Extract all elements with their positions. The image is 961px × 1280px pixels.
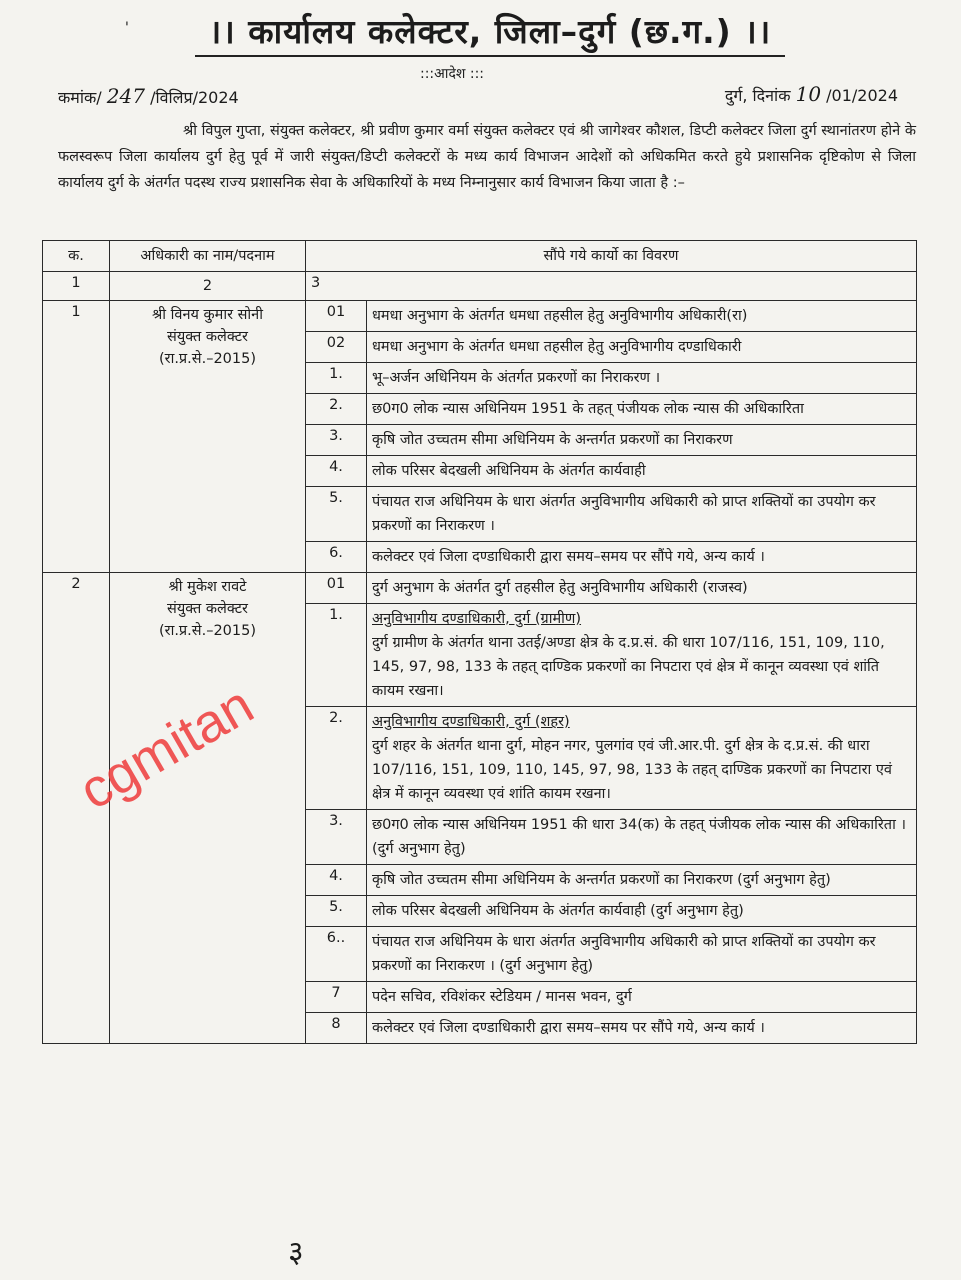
- item-number: 6.: [306, 542, 367, 573]
- table-body: [43, 301, 917, 1044]
- item-text: कृषि जोत उच्चतम सीमा अधिनियम के अन्तर्गत प्रकरणों का निराकरण: [372, 432, 733, 448]
- item-description: [367, 810, 917, 865]
- officer-cell: [110, 301, 306, 573]
- item-description: [367, 896, 917, 927]
- watermark: cgmitan: [69, 674, 264, 822]
- item-text: दुर्ग ग्रामीण के अंतर्गत थाना उतई/अण्डा क्षेत्र के द.प्र.सं. की धारा 107/116, 151, 109, 110, 145, 97, 98, 133 के तहत् दाण्डिक प्रकरणों का निपटारा एवं क्षेत्र में कानून व्यवस्था एवं शांति कायम रखना।: [372, 635, 885, 699]
- column-number-row: [43, 272, 917, 301]
- item-text: पदेन सचिव, रविशंकर स्टेडियम / मानस भवन, दुर्ग: [372, 989, 632, 1005]
- item-text: धमधा अनुभाग के अंतर्गत धमधा तहसील हेतु अनुविभागीय दण्डाधिकारी: [372, 339, 742, 355]
- item-text: पंचायत राज अधिनियम के धारा अंतर्गत अनुविभागीय अधिकारी को प्राप्त शक्तियों का उपयोग कर प्रकरणों का निराकरण । (दुर्ग अनुभाग हेतु): [372, 934, 876, 974]
- item-number: 2.: [306, 394, 367, 425]
- item-description: [367, 425, 917, 456]
- item-description: [367, 542, 917, 573]
- page-mark: ३: [288, 1235, 304, 1270]
- item-number: 3.: [306, 425, 367, 456]
- item-text: छ0ग0 लोक न्यास अधिनियम 1951 के तहत् पंजीयक लोक न्यास की अधिकारिता: [372, 401, 804, 417]
- item-number: 2.: [306, 707, 367, 810]
- item-text: धमधा अनुभाग के अंतर्गत धमधा तहसील हेतु अनुविभागीय अधिकारी(रा): [372, 308, 748, 324]
- header-serial: क.: [43, 241, 110, 272]
- officer-serial: 2: [43, 573, 110, 1044]
- table-row: [43, 301, 917, 332]
- office-title: ।। कार्यालय कलेक्टर, जिला–दुर्ग (छ.ग.) ।।: [195, 8, 785, 57]
- intro-paragraph: श्री विपुल गुप्ता, संयुक्त कलेक्टर, श्री प्रवीण कुमार वर्मा संयुक्त कलेक्टर एवं श्री जागेश्वर कौशल, डिप्टी कलेक्टर जिला दुर्ग स्थानांतरण होने के फलस्वरूप जिला कार्यालय दुर्ग हेतु पूर्व में जारी संयुक्त/डिप्टी कलेक्टरों के मध्य कार्य विभाजन आदेशों को अधिकमित करते हुये प्रशासनिक दृष्टिकोण से जिला कार्यालय दुर्ग के अंतर्गत पदस्थ राज्य प्रशासनिक सेवा के अधिकारियों के मध्य निम्नानुसार कार्य विभाजन किया जाता है :–: [58, 123, 916, 191]
- officer-service: (रा.प्र.से.–2015): [158, 351, 257, 367]
- officer-designation: संयुक्त कलेक्टर: [167, 329, 248, 345]
- col-number: 1: [43, 272, 110, 301]
- item-description: [367, 394, 917, 425]
- table-row: [43, 573, 917, 604]
- table-header-row: [43, 241, 917, 272]
- item-text: दुर्ग अनुभाग के अंतर्गत दुर्ग तहसील हेतु अनुविभागीय अधिकारी (राजस्व): [372, 580, 748, 596]
- item-text: कलेक्टर एवं जिला दण्डाधिकारी द्वारा समय–समय पर सौंपे गये, अन्य कार्य ।: [372, 549, 765, 565]
- order-number: कमांक/ 247 /विलिप्र/2024: [58, 84, 239, 108]
- item-number: 1.: [306, 363, 367, 394]
- item-number: 6..: [306, 927, 367, 982]
- handwritten-number: 247: [106, 84, 145, 108]
- item-description: [367, 456, 917, 487]
- item-text: लोक परिसर बेदखली अधिनियम के अंतर्गत कार्यवाही: [372, 463, 646, 479]
- item-heading: अनुविभागीय दण्डाधिकारी, दुर्ग (ग्रामीण): [372, 611, 582, 627]
- officer-name: श्री विनय कुमार सोनी: [152, 307, 263, 323]
- item-number: 4.: [306, 865, 367, 896]
- item-description: [367, 573, 917, 604]
- officer-designation: संयुक्त कलेक्टर: [167, 601, 248, 617]
- item-text: कृषि जोत उच्चतम सीमा अधिनियम के अन्तर्गत प्रकरणों का निराकरण (दुर्ग अनुभाग हेतु): [372, 872, 831, 888]
- item-description: [367, 865, 917, 896]
- item-description: [367, 927, 917, 982]
- order-label: :::आदेश :::: [420, 66, 485, 82]
- item-text: पंचायत राज अधिनियम के धारा अंतर्गत अनुविभागीय अधिकारी को प्राप्त शक्तियों का उपयोग कर प्रकरणों का निराकरण ।: [372, 494, 876, 534]
- officer-name: श्री मुकेश रावटे: [168, 579, 247, 595]
- officer-service: (रा.प्र.से.–2015): [158, 623, 257, 639]
- item-number: 4.: [306, 456, 367, 487]
- order-date: दुर्ग, दिनांक 10 /01/2024: [724, 82, 898, 106]
- item-description: [367, 707, 917, 810]
- col-number: 2: [110, 272, 306, 301]
- item-text: लोक परिसर बेदखली अधिनियम के अंतर्गत कार्यवाही (दुर्ग अनुभाग हेतु): [372, 903, 744, 919]
- item-number: 1.: [306, 604, 367, 707]
- officer-cell: [110, 573, 306, 1044]
- item-text: कलेक्टर एवं जिला दण्डाधिकारी द्वारा समय–समय पर सौंपे गये, अन्य कार्य ।: [372, 1020, 765, 1036]
- item-number: 02: [306, 332, 367, 363]
- item-number: 01: [306, 573, 367, 604]
- work-allocation-table: [42, 240, 917, 1044]
- item-description: [367, 301, 917, 332]
- item-heading: अनुविभागीय दण्डाधिकारी, दुर्ग (शहर): [372, 714, 570, 730]
- item-description: [367, 487, 917, 542]
- item-description: [367, 982, 917, 1013]
- item-number: 8: [306, 1013, 367, 1044]
- col-number: 3: [306, 272, 917, 301]
- item-text: छ0ग0 लोक न्यास अधिनियम 1951 की धारा 34(क) के तहत् पंजीयक लोक न्यास की अधिकारिता । (दुर्ग अनुभाग हेतु): [372, 817, 906, 857]
- item-description: [367, 1013, 917, 1044]
- item-number: 5.: [306, 896, 367, 927]
- item-text: दुर्ग शहर के अंतर्गत थाना दुर्ग, मोहन नगर, पुलगांव एवं जी.आर.पी. दुर्ग क्षेत्र के द.प्र.सं. की धारा 107/116, 151, 109, 110, 145, 97, 98, 133 के तहत् दाण्डिक प्रकरणों का निपटारा एवं क्षेत्र में कानून व्यवस्था एवं शांति कायम रखना।: [372, 738, 892, 802]
- item-number: 01: [306, 301, 367, 332]
- header-details: सौंपे गये कार्यो का विवरण: [306, 241, 917, 272]
- handwritten-day: 10: [795, 82, 822, 106]
- item-description: [367, 604, 917, 707]
- item-text: भू–अर्जन अधिनियम के अंतर्गत प्रकरणों का निराकरण ।: [372, 370, 661, 386]
- officer-serial: 1: [43, 301, 110, 573]
- header-officer: अधिकारी का नाम/पदनाम: [110, 241, 306, 272]
- reference-row: [58, 82, 898, 110]
- item-number: 7: [306, 982, 367, 1013]
- item-description: [367, 363, 917, 394]
- item-description: [367, 332, 917, 363]
- item-number: 5.: [306, 487, 367, 542]
- item-number: 3.: [306, 810, 367, 865]
- ink-dot: ': [125, 20, 129, 36]
